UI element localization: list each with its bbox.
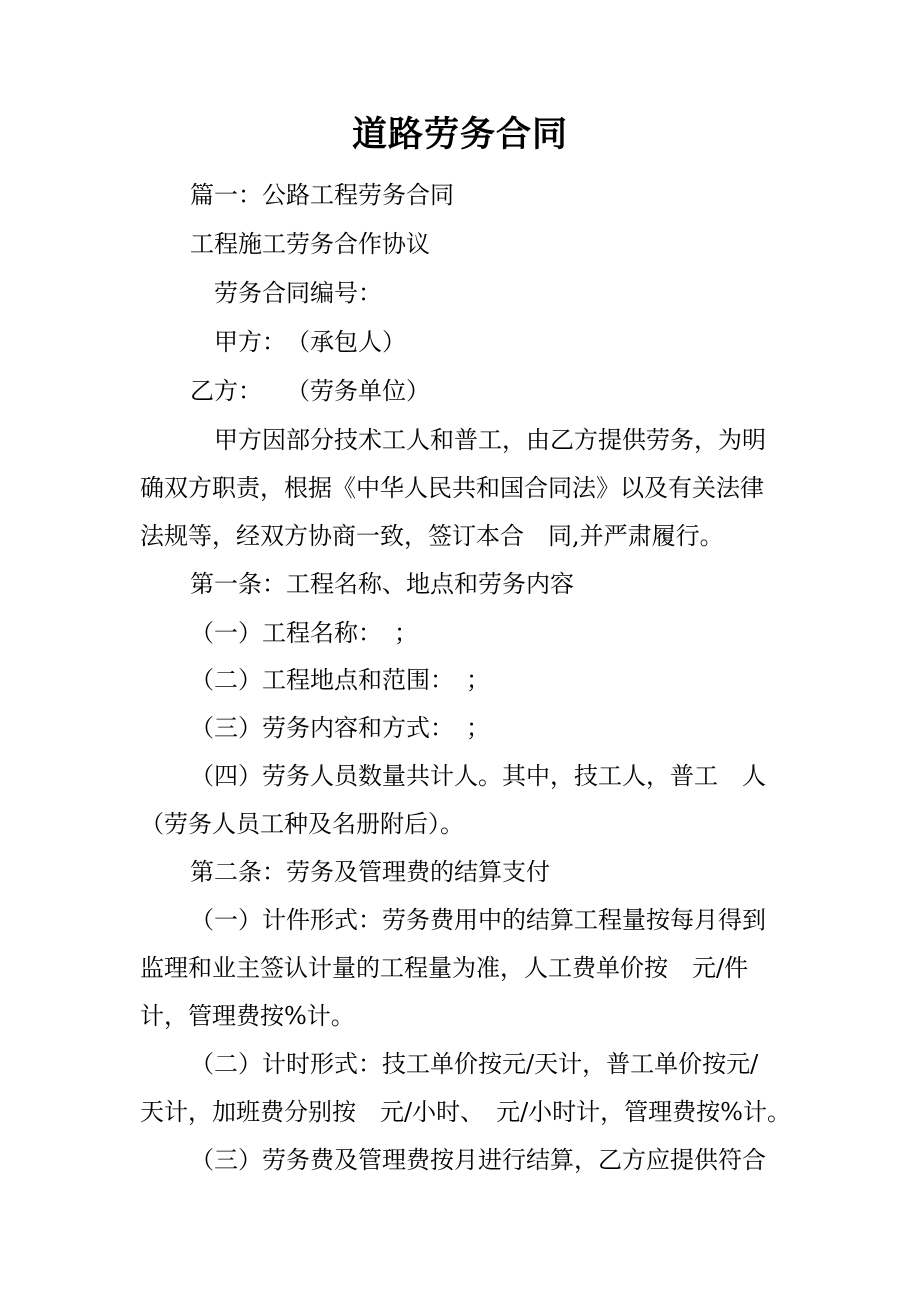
article-1-item-1: （一）工程名称： ； xyxy=(190,619,418,647)
party-b-line: 乙方： （劳务单位） xyxy=(190,377,430,405)
section-heading-1: 篇一：公路工程劳务合同 xyxy=(190,181,454,209)
preamble-line-1: 甲方因部分技术工人和普工，由乙方提供劳务，为明 xyxy=(214,426,766,454)
article-1-item-2: （二）工程地点和范围： ； xyxy=(190,666,490,694)
article-1-item-3: （三）劳务内容和方式： ； xyxy=(190,714,490,742)
article-2-item-2-line-2: 天计，加班费分别按 元/小时、 元/小时计，管理费按%计。 xyxy=(140,1098,791,1126)
preamble-line-2: 确双方职责，根据《中华人民共和国合同法》以及有关法律 xyxy=(140,474,764,502)
article-2-heading: 第二条：劳务及管理费的结算支付 xyxy=(190,858,550,886)
document-title: 道路劳务合同 xyxy=(351,114,568,155)
contract-number-line: 劳务合同编号： xyxy=(214,279,382,307)
article-2-item-3-line-1: （三）劳务费及管理费按月进行结算，乙方应提供符合 xyxy=(190,1146,766,1174)
article-2-item-1-line-1: （一）计件形式：劳务费用中的结算工程量按每月得到 xyxy=(190,906,766,934)
article-1-item-4-line-1: （四）劳务人员数量共计人。其中，技工人，普工 人 xyxy=(190,762,766,790)
party-a-line: 甲方： （承包人） xyxy=(214,328,406,356)
article-1-item-4-line-2: （劳务人员工种及名册附后）。 xyxy=(140,810,464,838)
preamble-line-3: 法规等，经双方协商一致，签订本合 同,并严肃履行。 xyxy=(140,522,724,550)
agreement-title: 工程施工劳务合作协议 xyxy=(190,230,430,258)
article-2-item-1-line-2: 监理和业主签认计量的工程量为准，人工费单价按 元/件 xyxy=(140,954,749,982)
article-1-heading: 第一条：工程名称、地点和劳务内容 xyxy=(190,570,574,598)
article-2-item-1-line-3: 计，管理费按%计。 xyxy=(140,1002,355,1030)
article-2-item-2-line-1: （二）计时形式：技工单价按元/天计，普工单价按元/ xyxy=(190,1050,759,1078)
